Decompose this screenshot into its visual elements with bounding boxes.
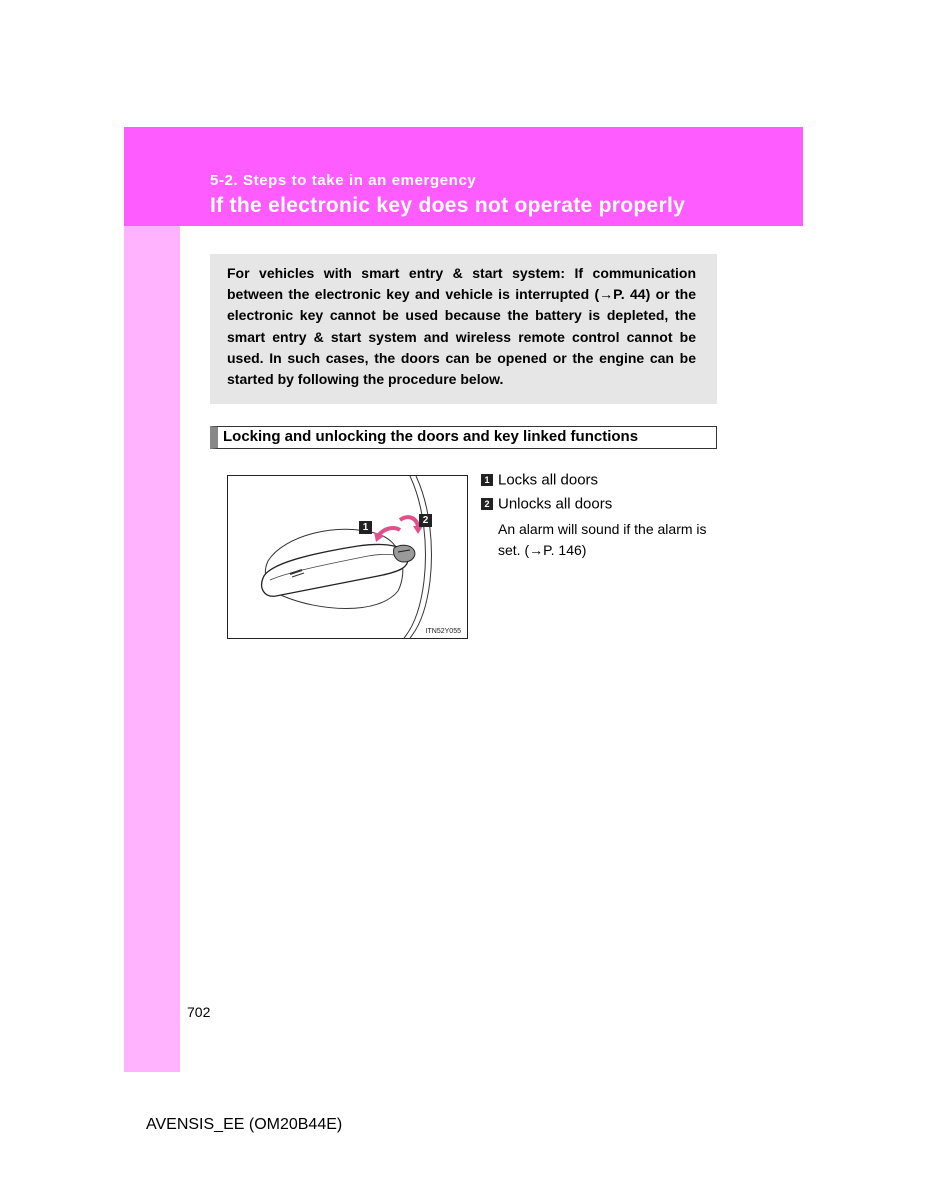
door-handle-illustration: [228, 476, 467, 638]
page-number: 702: [187, 1004, 211, 1020]
callout-2: 2: [419, 514, 432, 527]
callout-1: 1: [359, 521, 372, 534]
step-number: 2: [481, 498, 493, 510]
step-item: [481, 471, 598, 489]
door-handle-figure: [227, 475, 468, 639]
intro-box: [210, 254, 717, 404]
step-item: [481, 495, 612, 513]
subsection-heading: Locking and unlocking the doors and key linked functions: [210, 426, 717, 449]
step-number: 1: [481, 474, 493, 486]
footer-model: AVENSIS_EE (OM20B44E): [146, 1116, 343, 1133]
side-band: [124, 226, 180, 1072]
alarm-note: An alarm will sound if the alarm is set. (→P. 146): [498, 521, 707, 558]
step-label: Unlocks all doors: [498, 495, 613, 513]
step-label: Locks all doors: [498, 471, 599, 489]
page-title: If the electronic key does not operate properly: [210, 194, 686, 217]
intro-text: For vehicles with smart entry & start system: If communication between the electronic key and vehicle is interrupted (→P. 44) or the electronic key cannot be used because the battery is depleted, the smart entry & start system and wireless remote control cannot be used. In such cases, the doors can be opened or the engine can be started by following the procedure below.: [227, 265, 696, 388]
figure-code: ITN52Y055: [425, 628, 461, 635]
section-label: 5-2. Steps to take in an emergency: [210, 172, 477, 189]
